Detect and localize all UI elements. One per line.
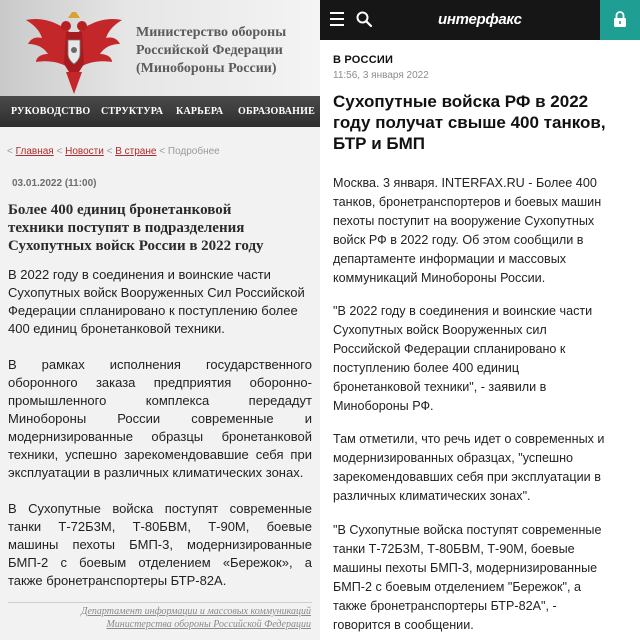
- lock-icon: [613, 11, 627, 28]
- ministry-name-line: (Минобороны России): [136, 61, 277, 76]
- breadcrumb: < Главная < Новости < В стране < Подробнее: [7, 146, 220, 157]
- word: исполнения: [109, 357, 181, 372]
- word: техники,: [8, 447, 59, 462]
- article-title: [333, 91, 633, 154]
- title-line: техники поступят в подразделения: [8, 220, 245, 236]
- word: с: [60, 555, 67, 570]
- paragraph-line: Российской Федерации спланировано к: [333, 342, 566, 356]
- paragraph-line: "В Сухопутные войска поступят современные: [333, 523, 602, 537]
- paragraph-line: "В 2022 году в соединения и воинские части: [333, 304, 593, 318]
- word: себя: [255, 447, 284, 462]
- paragraph-line: В 2022 году в соединения и воинские части: [8, 267, 271, 282]
- paragraph-line: [8, 392, 312, 410]
- word: также бронетранспортеры БТР-82А.: [8, 573, 227, 588]
- article-paragraph-2: [333, 302, 633, 416]
- word: оборонного: [8, 375, 78, 390]
- paragraph-line: [8, 464, 312, 482]
- word: Сухопутные: [28, 501, 101, 516]
- paragraph-line: [8, 374, 312, 392]
- login-button[interactable]: [600, 0, 640, 40]
- word: бронетанковой: [221, 429, 312, 444]
- word: рамках: [41, 357, 85, 372]
- breadcrumb-in-country[interactable]: В стране: [115, 146, 157, 157]
- menu-icon[interactable]: [330, 12, 344, 26]
- word: а: [304, 555, 312, 570]
- word: зарекомендовавшие: [124, 447, 249, 462]
- word: поступят: [164, 501, 219, 516]
- paragraph-line: танки Т-72Б3М, Т-80БВМ, Т-90М, боевые: [333, 542, 575, 556]
- paragraph-line: [8, 572, 312, 590]
- breadcrumb-current: Подробнее: [167, 146, 220, 157]
- source-line: Министерства обороны Российской Федерации: [106, 619, 311, 630]
- word: пехоты: [72, 537, 116, 552]
- ministry-name-line: Российской Федерации: [136, 43, 283, 58]
- paragraph-line: Минобороны РФ.: [333, 399, 434, 413]
- word: предприятия: [153, 375, 232, 390]
- word: современные: [191, 411, 274, 426]
- article-paragraph-4: [333, 521, 633, 635]
- paragraph-line: [8, 518, 312, 536]
- word: танки: [8, 519, 42, 534]
- word: В: [8, 501, 17, 516]
- interfax-logo[interactable]: интерфакс: [438, 11, 522, 28]
- paragraph-line: [8, 410, 312, 428]
- nav-item-career[interactable]: КАРЬЕРА: [176, 106, 224, 117]
- word: государственного: [205, 357, 312, 372]
- breadcrumb-home[interactable]: Главная: [15, 146, 54, 157]
- source-line: Департамент информации и массовых коммуникаций: [81, 606, 311, 617]
- word: машины: [8, 537, 59, 552]
- word: современные: [229, 501, 312, 516]
- paragraph-line: 400 единиц бронетанковой техники.: [8, 321, 225, 336]
- word: модернизированные: [8, 429, 133, 444]
- article-paragraph-1: [8, 266, 312, 338]
- paragraph-line: [8, 446, 312, 464]
- word: БМП-3,: [129, 537, 173, 552]
- ministry-name-line: Министерство обороны: [136, 25, 287, 40]
- paragraph-line: Сухопутных войск Вооруженных Сил Российской: [8, 285, 305, 300]
- section-label[interactable]: В РОССИИ: [333, 54, 394, 66]
- paragraph-line: пехоты поступит на вооружение Сухопутных: [333, 214, 595, 228]
- interfax-header: [320, 0, 640, 40]
- paragraph-line: департаменте информации и массовых: [333, 252, 567, 266]
- paragraph-line: коммуникаций Минобороны России.: [333, 271, 546, 285]
- word: образцы: [151, 429, 204, 444]
- title-line: Сухопутные войска РФ в 2022: [333, 92, 589, 111]
- word: заказа: [95, 375, 136, 390]
- breadcrumb-news[interactable]: Новости: [65, 146, 104, 157]
- paragraph-line: войск РФ в 2022 году. Об этом сообщили в: [333, 233, 584, 247]
- paragraph-line: Сухопутных войск Вооруженных сил: [333, 323, 547, 337]
- paragraph-line: поступлению более 400 единиц: [333, 361, 520, 375]
- nav-item-leadership[interactable]: РУКОВОДСТВО: [11, 106, 91, 117]
- ministry-nav: [0, 96, 320, 127]
- paragraph-line: машины пехоты БМП-3, модернизированные: [333, 561, 598, 575]
- title-line: Сухопутных войск России в 2022 году: [8, 238, 264, 254]
- ministry-name[interactable]: [136, 24, 316, 78]
- word: «Бережок»,: [222, 555, 293, 570]
- word: В: [8, 357, 17, 372]
- eagle-emblem-icon[interactable]: [22, 6, 126, 96]
- word: и: [304, 411, 312, 426]
- paragraph-line: Федерации спланировано к поступлению более: [8, 303, 298, 318]
- paragraph-line: модернизированных образцах, "успешно: [333, 451, 574, 465]
- word: эксплуатации в различных климатических зонах.: [8, 465, 304, 480]
- word: комплекса: [145, 393, 210, 408]
- word: боевым: [79, 555, 127, 570]
- article-paragraph-3: [333, 430, 633, 506]
- paragraph-line: бронетанковой техники", - заявили в: [333, 380, 547, 394]
- paragraph-line: говорится в сообщении.: [333, 618, 474, 632]
- paragraph-line: Там отметили, что речь идет о современных и: [333, 432, 605, 446]
- article-source[interactable]: [81, 605, 311, 631]
- paragraph-line: [8, 536, 312, 554]
- word: России: [117, 411, 161, 426]
- paragraph-line: [8, 554, 312, 572]
- title-line: Более 400 единиц бронетанковой: [8, 202, 232, 218]
- title-line: году получат свыше 400 танков,: [333, 113, 606, 132]
- title-line: БТР и БМП: [333, 134, 426, 153]
- article-paragraph-2: [8, 356, 312, 482]
- paragraph-line: [8, 356, 312, 374]
- search-icon[interactable]: [355, 10, 373, 28]
- paragraph-line: Москва. 3 января. INTERFAX.RU - Более 400: [333, 176, 597, 190]
- paragraph-line: зарекомендовавших себя при эксплуатации в: [333, 470, 601, 484]
- paragraph-line: также бронетранспортеры БТР-82А", -: [333, 599, 557, 613]
- paragraph-line: танков, бронетранспортеров и боевых машин: [333, 195, 602, 209]
- word: отделением: [138, 555, 211, 570]
- article-title: [8, 201, 314, 255]
- paragraph-line: различных климатических зонах".: [333, 489, 531, 503]
- word: успешно: [65, 447, 118, 462]
- interfax-panel: [320, 0, 640, 640]
- word: Т-80БВМ,: [132, 519, 191, 534]
- article-date: 03.01.2022 (11:00): [12, 178, 97, 189]
- nav-item-education[interactable]: ОБРАЗОВАНИЕ: [238, 106, 315, 117]
- word: Минобороны: [8, 411, 87, 426]
- word: Т-90М,: [208, 519, 250, 534]
- paragraph-line: [8, 428, 312, 446]
- word: оборонно-: [249, 375, 312, 390]
- paragraph-line: БМП-2 с боевым отделением "Бережок", а: [333, 580, 581, 594]
- word: боевые: [266, 519, 312, 534]
- word: промышленного: [8, 393, 107, 408]
- word: передадут: [248, 393, 312, 408]
- footer-divider: [8, 602, 312, 603]
- paragraph-line: [8, 500, 312, 518]
- word: войска: [112, 501, 154, 516]
- article-time: 11:56, 3 января 2022: [333, 70, 429, 81]
- word: Т-72Б3М,: [58, 519, 116, 534]
- word: при: [290, 447, 312, 462]
- ministry-header: [0, 0, 320, 96]
- article-paragraph-3: [8, 500, 312, 590]
- word: модернизированные: [187, 537, 312, 552]
- word: БМП-2: [8, 555, 49, 570]
- article-paragraph-1: [333, 174, 633, 288]
- nav-item-structure[interactable]: СТРУКТУРА: [101, 106, 164, 117]
